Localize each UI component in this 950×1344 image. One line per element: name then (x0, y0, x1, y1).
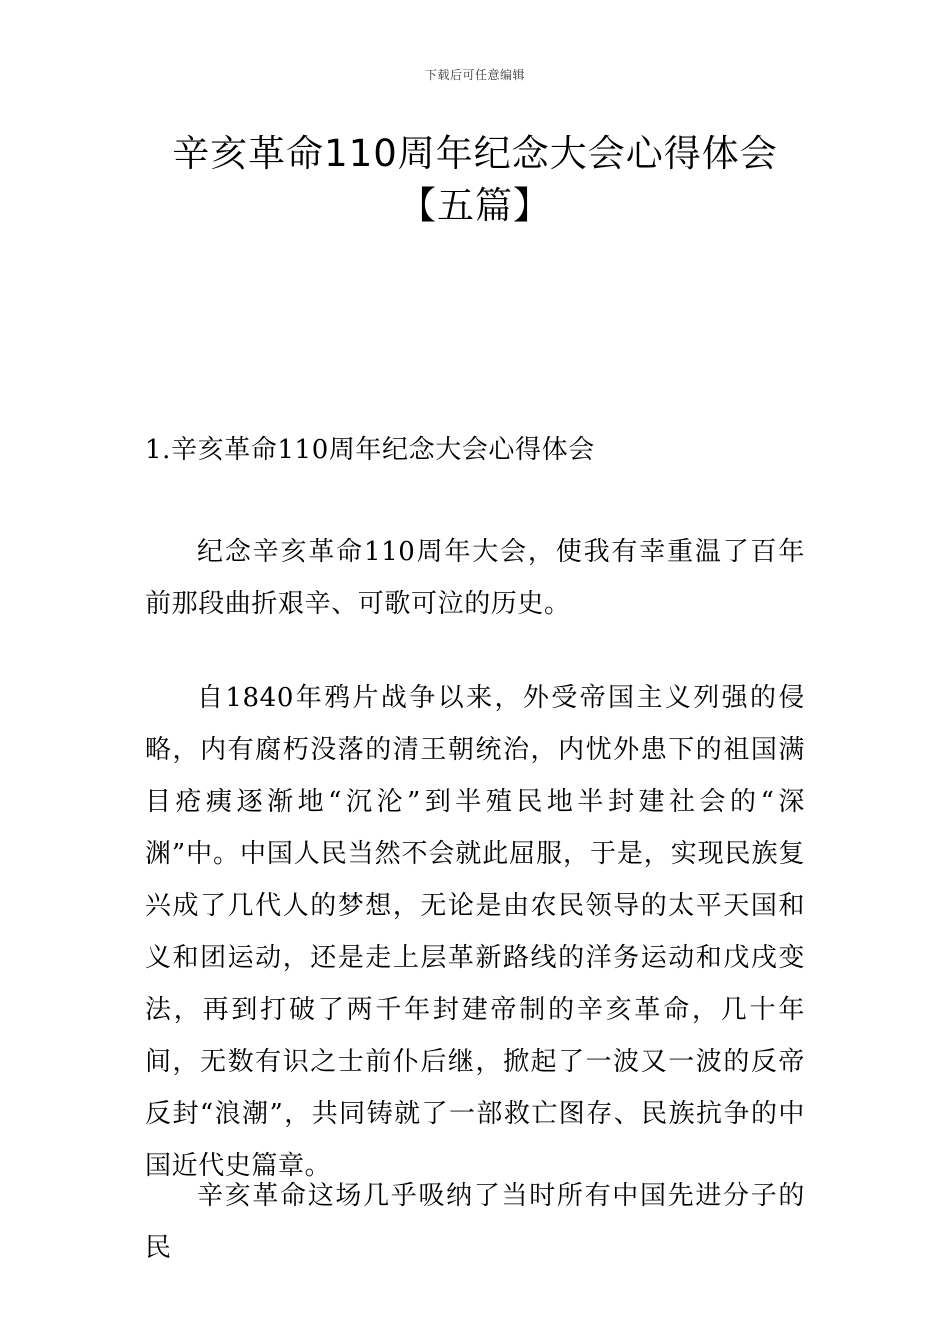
paragraph-1: 纪念辛亥革命110周年大会，使我有幸重温了百年前那段曲折艰辛、可歌可泣的历史。 (145, 537, 805, 619)
paragraph-2: 自1840年鸦片战争以来，外受帝国主义列强的侵略，内有腐朽没落的清王朝统治，内忧外患下的祖国满目疮痍逐渐地“沉沦”到半殖民地半封建社会的“深渊”中。中国人民当然不会就此屈服，于是，实现民族复兴成了几代人的梦想，无论是由农民领导的太平天国和义和团运动，还是走上层革新路线的洋务运动和戊戌变法，再到打破了两千年封建帝制的辛亥革命，几十年间，无数有识之士前仆后继，掀起了一波又一波的反帝反封“浪潮”，共同铸就了一部救亡图存、民族抗争的中国近代史篇章。 (145, 683, 805, 1181)
section-heading: 1.辛亥革命110周年纪念大会心得体会 (145, 435, 595, 465)
document-title: 辛亥革命110周年纪念大会心得体会【五篇】 (172, 132, 778, 227)
header-note: 下载后可任意编辑 (424, 68, 525, 82)
paragraph-3: 辛亥革命这场几乎吸纳了当时所有中国先进分子的民 (145, 1181, 805, 1263)
